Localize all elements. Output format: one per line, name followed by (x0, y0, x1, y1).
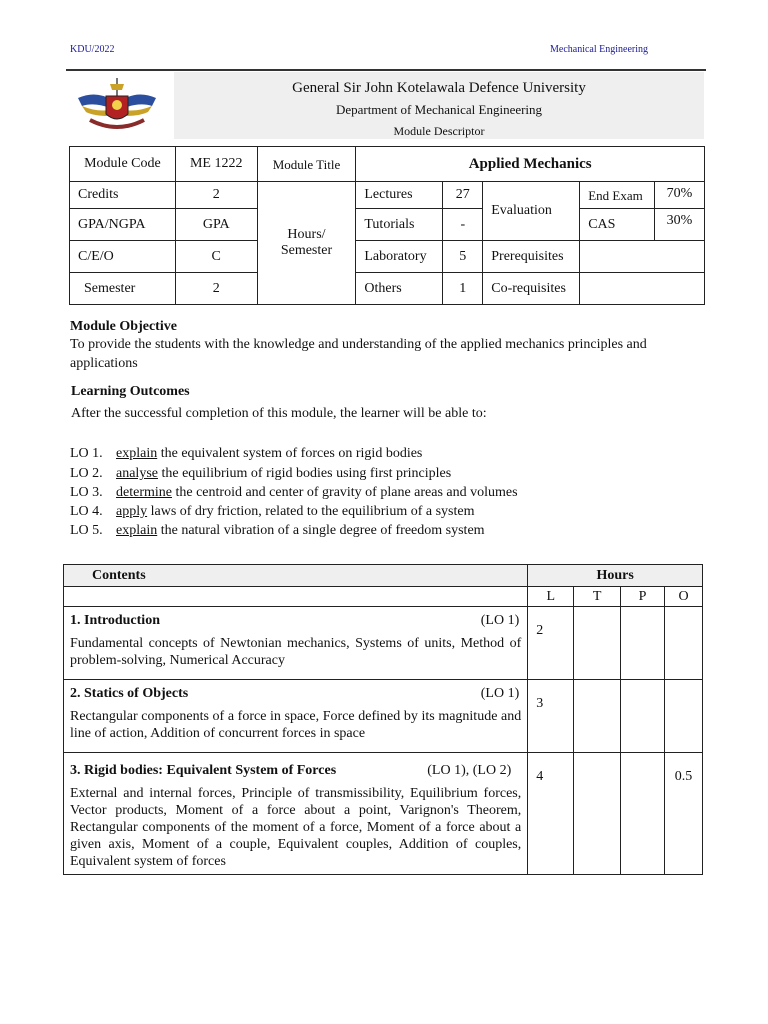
others-value: 1 (443, 273, 483, 305)
lo-number: LO 4. (70, 504, 103, 519)
lo-number: LO 1. (70, 446, 103, 461)
hours-o: 0.5 (665, 753, 703, 875)
hours-header: Hours (528, 565, 703, 587)
topic-lo: (LO 1) (480, 686, 520, 701)
lectures-value: 27 (443, 182, 483, 209)
cas-value: 30% (655, 209, 705, 241)
learning-outcomes-intro: After the successful completion of this module, the learner will be able to: (71, 406, 487, 421)
gpa-label: GPA/NGPA (70, 209, 176, 241)
module-title-label: Module Title (257, 147, 356, 182)
col-tutorials: T (574, 587, 621, 607)
table-row (64, 680, 703, 753)
lo-text: the equivalent system of forces on rigid bodies (157, 446, 423, 461)
lo-number: LO 5. (70, 523, 103, 538)
learning-outcomes-heading: Learning Outcomes (71, 384, 190, 399)
hours-p (621, 680, 665, 753)
header-right: Mechanical Engineering (549, 44, 648, 55)
evaluation-label: Evaluation (483, 182, 580, 241)
header-rule (66, 69, 706, 71)
lectures-label: Lectures (356, 182, 443, 209)
hours-t (574, 680, 621, 753)
hours-o (665, 607, 703, 680)
hours-o (665, 680, 703, 753)
prerequisites-value (580, 241, 705, 273)
topic-body: Rectangular components of a force in space, Force defined by its magnitude and line of action, Addition of concurrent forces in space (70, 709, 522, 741)
semester-label: Semester (70, 273, 176, 305)
contents-table (63, 564, 703, 875)
contents-header: Contents (64, 565, 528, 587)
topic-title: 3. Rigid bodies: Equivalent System of Forces (70, 763, 337, 778)
table-row (64, 607, 703, 680)
learning-outcome-item (70, 504, 474, 520)
end-exam-value: 70% (655, 182, 705, 209)
topic-lo: (LO 1), (LO 2) (427, 763, 512, 778)
learning-outcome-item (70, 485, 518, 501)
lo-number: LO 2. (70, 466, 103, 481)
header-left: KDU/2022 (70, 44, 115, 55)
contents-subheader-blank (64, 587, 528, 607)
tutorials-label: Tutorials (356, 209, 443, 241)
col-lectures: L (528, 587, 574, 607)
credits-value: 2 (175, 182, 257, 209)
semester-value: 2 (175, 273, 257, 305)
lo-verb: explain (116, 523, 158, 538)
laboratory-label: Laboratory (356, 241, 443, 273)
topic-body: Fundamental concepts of Newtonian mechanics, Systems of units, Method of problem-solving, Numerical Accuracy (70, 636, 522, 668)
hours-p (621, 753, 665, 875)
hours-l: 2 (528, 607, 574, 680)
university-name: General Sir John Kotelawala Defence University (292, 80, 586, 96)
document-type: Module Descriptor (393, 124, 485, 138)
hours-l: 4 (528, 753, 574, 875)
prerequisites-label: Prerequisites (483, 241, 580, 273)
col-practicals: P (621, 587, 665, 607)
lo-verb: analyse (116, 466, 158, 481)
learning-outcome-item (70, 466, 451, 482)
gpa-value: GPA (175, 209, 257, 241)
hours-t (574, 753, 621, 875)
university-crest-icon (76, 76, 158, 134)
hours-l: 3 (528, 680, 574, 753)
credits-label: Credits (70, 182, 176, 209)
others-label: Others (356, 273, 443, 305)
cas-label: CAS (580, 209, 655, 241)
tutorials-value: - (443, 209, 483, 241)
topic-lo: (LO 1) (480, 613, 520, 628)
lo-text: laws of dry friction, related to the equilibrium of a system (147, 504, 475, 519)
hours-t (574, 607, 621, 680)
end-exam-label: End Exam (580, 182, 655, 209)
module-objective-heading: Module Objective (70, 319, 177, 334)
ceo-value: C (175, 241, 257, 273)
topic-title: 1. Introduction (70, 613, 160, 628)
lo-text: the natural vibration of a single degree of freedom system (157, 523, 485, 538)
learning-outcome-item (70, 523, 485, 539)
laboratory-value: 5 (443, 241, 483, 273)
topic-title: 2. Statics of Objects (70, 686, 189, 701)
module-code-label: Module Code (70, 147, 176, 182)
module-info-table (69, 146, 705, 305)
department-name: Department of Mechanical Engineering (335, 102, 543, 117)
ceo-label: C/E/O (70, 241, 176, 273)
col-others: O (665, 587, 703, 607)
learning-outcome-item (70, 446, 422, 462)
lo-verb: apply (116, 504, 148, 519)
hours-p (621, 607, 665, 680)
lo-text: the centroid and center of gravity of plane areas and volumes (171, 485, 518, 500)
page-header (70, 44, 648, 58)
module-title-value: Applied Mechanics (356, 147, 705, 182)
table-row (64, 753, 703, 875)
corequisites-label: Co-requisites (483, 273, 580, 305)
lo-verb: determine (116, 485, 172, 500)
corequisites-value (580, 273, 705, 305)
university-banner (174, 72, 704, 139)
lo-number: LO 3. (70, 485, 103, 500)
module-objective-text: To provide the students with the knowledge and understanding of the applied mechanics principles and applications (70, 337, 647, 371)
lo-verb: explain (116, 446, 158, 461)
module-code-value: ME 1222 (175, 147, 257, 182)
hours-semester-label: Hours/ Semester (257, 182, 356, 305)
topic-body: External and internal forces, Principle of transmissibility, Equilibrium forces, Vector products, Moment of a force about a point, Varignon's Theorem, Rectangular components of the moment of a force, Moment of a force about a given axis, Moment of a couple, Equivalent couples, Addition of couples, Equivalent system of forces (70, 786, 522, 869)
lo-text: the equilibrium of rigid bodies using first principles (157, 466, 452, 481)
